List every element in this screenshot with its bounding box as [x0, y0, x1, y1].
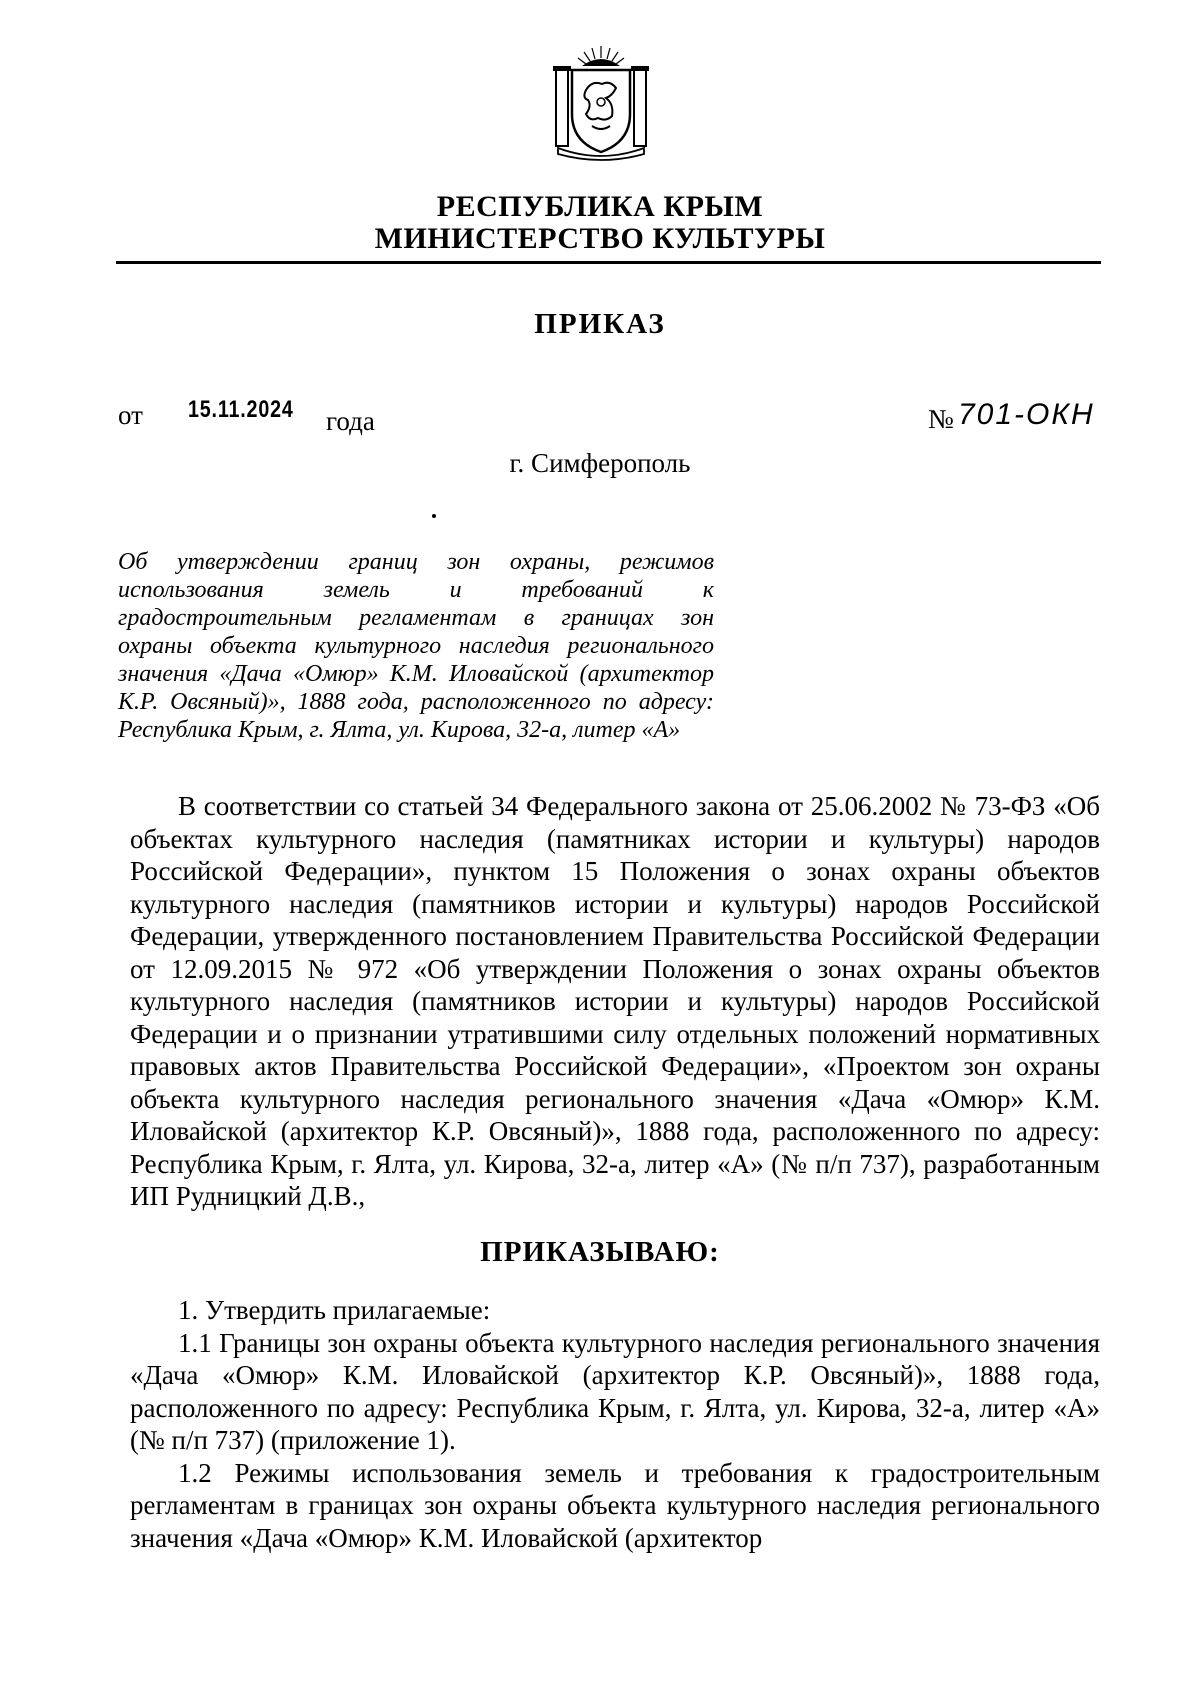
date-stamp: 15.11.2024	[188, 396, 294, 423]
stray-dot	[432, 514, 436, 518]
preamble-block	[130, 790, 1100, 1213]
ministry-title: МИНИСТЕРСТВО КУЛЬТУРЫ	[374, 222, 826, 255]
item-1: 1. Утвердить прилагаемые:	[178, 1295, 491, 1325]
preamble-paragraph: В соответствии со статьей 34 Федерального закона от 25.06.2002 № 73-ФЗ «Об объектах культурного наследия (памятниках истории и культуры) народов Российской Федерации», пунктом 15 Положения о зонах охраны объектов культурного наследия (памятников истории и культуры) народов Российской Федерации, утвержденного постановлением Правительства Российской Федерации от 12.09.2015 № 972 «Об утверждении Положения о зонах охраны объектов культурного наследия (памятников истории и культуры) народов Российской Федерации и о признании утратившими силу отдельных положений нормативных правовых актов Правительства Российской Федерации», «Проектом зон охраны объекта культурного наследия регионального значения «Дача «Омюр» К.М. Иловайской (архитектор К.Р. Овсяный)», 1888 года, расположенного по адресу: Республика Крым, г. Ялта, ул. Кирова, 32-а, литер «А» (№ п/п 737), разработанным ИП Рудницкий Д.В.,	[130, 791, 1100, 1211]
subject-line: охраны объекта культурного наследия регионального	[118, 633, 714, 659]
date-suffix: года	[326, 406, 375, 436]
document-subject	[118, 548, 714, 744]
document-number: 701-ОКН	[958, 398, 1095, 431]
document-type: ПРИКАЗ	[534, 308, 666, 340]
order-items	[130, 1294, 1100, 1554]
subject-line: значения «Дача «Омюр» К.М. Иловайской (архитектор	[118, 661, 714, 687]
item-1-2: 1.2 Режимы использования земель и требования к градостроительным регламентам в границах зон охраны объекта культурного наследия регионального значения «Дача «Омюр» К.М. Иловайской (архитектор	[130, 1457, 1100, 1553]
subject-line: градостроительным регламентам в границах зон	[118, 605, 714, 631]
subject-line: использования земель и требований к	[118, 577, 714, 603]
subject-line: К.Р. Овсяный)», 1888 года, расположенного по адресу:	[118, 689, 714, 715]
header-divider	[116, 261, 1101, 264]
subject-line: Республика Крым, г. Ялта, ул. Кирова, 32-а, литер «А»	[118, 717, 681, 743]
city: г. Симферополь	[509, 448, 691, 478]
republic-title: РЕСПУБЛИКА КРЫМ	[436, 190, 764, 223]
order-heading: ПРИКАЗЫВАЮ:	[480, 1236, 720, 1268]
subject-line: Об утверждении границ зон охраны, режимов	[118, 549, 714, 575]
item-1-1: 1.1 Границы зон охраны объекта культурного наследия регионального значения «Дача «Омюр» К.М. Иловайской (архитектор К.Р. Овсяный)», 1888 года, расположенного по адресу: Республика Крым, г. Ялта, ул. Кирова, 32-а, литер «А» (№ п/п 737) (приложение 1).	[130, 1327, 1100, 1455]
number-sign: №	[928, 404, 954, 434]
crimea-coat-of-arms-icon	[548, 44, 654, 162]
date-prefix: от	[118, 400, 143, 430]
